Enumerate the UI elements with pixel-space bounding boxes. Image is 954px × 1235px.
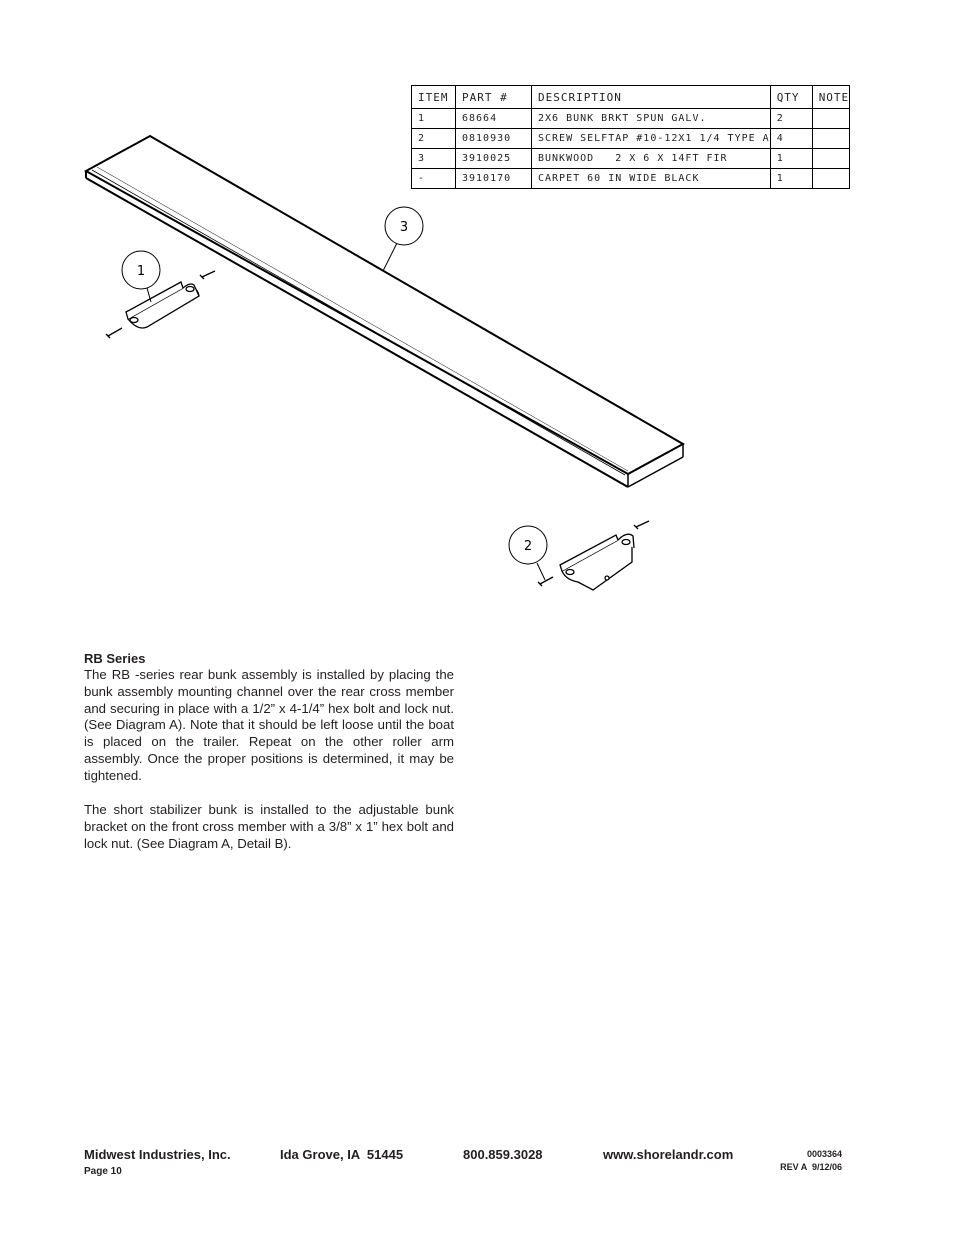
bracket-2-drawing [538,521,649,590]
header-description: DESCRIPTION [532,86,771,109]
cell-part: 68664 [456,109,532,129]
callout-3 [383,207,423,271]
header-item: ITEM [412,86,456,109]
cell-qty: 1 [770,169,812,189]
cell-qty: 1 [770,149,812,169]
cell-item: - [412,169,456,189]
header-qty: QTY [770,86,812,109]
cell-description: BUNKWOOD 2 X 6 X 14FT FIR [532,149,771,169]
callout-2 [509,526,547,580]
paragraph-installation: The RB -series rear bunk assembly is installed by placing the bunk assembly mounting channel over the rear cross member and securing in place with a 1/2” x 4-1/4” hex bolt and lock nut. (See Diagram A). Note that it should be left loose until the boat is placed on the trailer. Repeat on the other roller arm assembly. Once the proper positions is determined, it may be tightened. [84,667,454,783]
paragraph-stabilizer: The short stabilizer bunk is installed to the adjustable bunk bracket on the front cross member with a 3/8” x 1” hex bolt and lock nut. (See Diagram A, Detail B). [84,802,454,851]
cell-item: 1 [412,109,456,129]
section-title: RB Series [84,651,146,666]
footer-city: Ida Grove, IA 51445 [280,1147,404,1162]
cell-description: SCREW SELFTAP #10-12X1 1/4 TYPE A [532,129,771,149]
footer-company: Midwest Industries, Inc. [84,1147,231,1162]
footer-website: www.shorelandr.com [603,1147,734,1162]
page-number: Page 10 [84,1166,122,1177]
callout-1 [122,251,160,302]
cell-description: CARPET 60 IN WIDE BLACK [532,169,771,189]
doc-number: 0003364 [806,1149,842,1159]
callout-2-label: 2 [523,539,533,554]
cell-qty: 2 [770,109,812,129]
cell-part: 3910170 [456,169,532,189]
bracket-1-drawing [106,271,215,338]
cell-item: 2 [412,129,456,149]
header-part: PART # [456,86,532,109]
footer-phone: 800.859.3028 [463,1147,543,1162]
cell-part: 3910025 [456,149,532,169]
callout-1-label: 1 [136,264,146,279]
cell-item: 3 [412,149,456,169]
callout-3-label: 3 [399,220,409,235]
cell-part: 0810930 [456,129,532,149]
cell-qty: 4 [770,129,812,149]
cell-description: 2X6 BUNK BRKT SPUN GALV. [532,109,771,129]
header-note: NOTE [812,86,850,109]
bunk-board-drawing [86,136,683,487]
revision: REV A 9/12/06 [780,1162,842,1172]
